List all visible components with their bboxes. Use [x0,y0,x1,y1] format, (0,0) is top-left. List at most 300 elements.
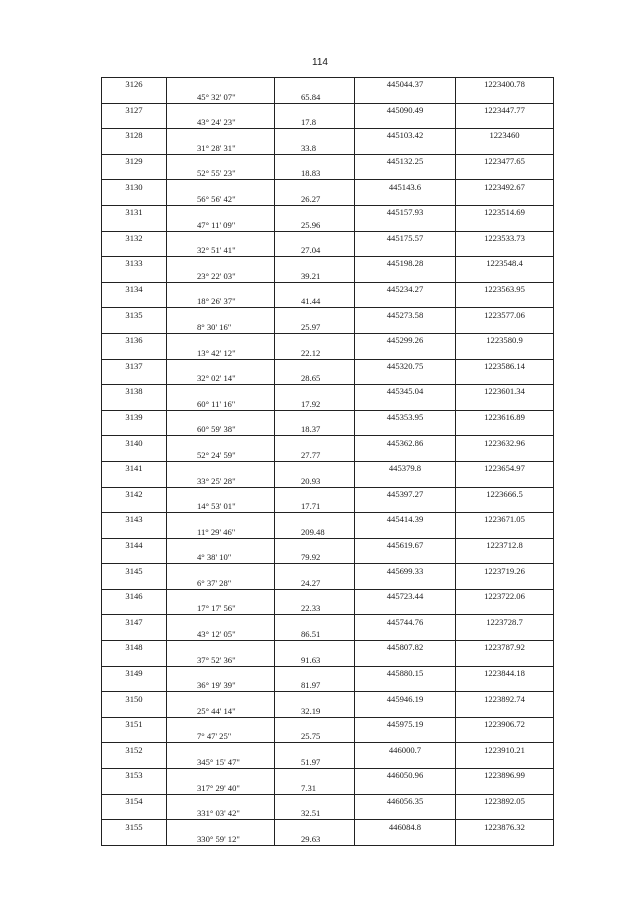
bearing-angle: 330° 59' 12" [167,833,275,846]
empty-cell [275,333,355,346]
point-number: 3134 [102,282,167,295]
empty-cell [167,103,275,116]
empty-cell [102,372,167,385]
empty-cell [456,218,554,231]
empty-cell [355,756,456,769]
empty-cell [456,346,554,359]
segment-distance: 18.37 [275,423,355,436]
station-row [102,538,554,551]
empty-cell [167,257,275,270]
segment-row [102,474,554,487]
station-row [102,231,554,244]
point-number: 3153 [102,769,167,782]
empty-cell [102,218,167,231]
empty-cell [355,525,456,538]
empty-cell [355,500,456,513]
segment-row [102,372,554,385]
x-coordinate: 446050.96 [355,769,456,782]
segment-distance: 79.92 [275,551,355,564]
segment-distance: 41.44 [275,295,355,308]
empty-cell [167,564,275,577]
segment-row [102,679,554,692]
station-row [102,513,554,526]
y-coordinate: 1223671.05 [456,513,554,526]
empty-cell [102,781,167,794]
segment-row [102,449,554,462]
point-number: 3137 [102,359,167,372]
empty-cell [167,385,275,398]
empty-cell [355,474,456,487]
segment-distance: 17.92 [275,397,355,410]
empty-cell [456,244,554,257]
segment-row [102,167,554,180]
segment-row [102,705,554,718]
station-row [102,410,554,423]
segment-distance: 81.97 [275,679,355,692]
empty-cell [456,500,554,513]
segment-row [102,346,554,359]
segment-row [102,551,554,564]
y-coordinate: 1223910.21 [456,743,554,756]
y-coordinate: 1223601.34 [456,385,554,398]
x-coordinate: 445175.57 [355,231,456,244]
empty-cell [275,487,355,500]
station-row [102,743,554,756]
bearing-angle: 47° 11' 09" [167,218,275,231]
segment-distance: 25.97 [275,321,355,334]
station-row [102,692,554,705]
point-number: 3143 [102,513,167,526]
empty-cell [275,231,355,244]
empty-cell [275,794,355,807]
empty-cell [102,346,167,359]
segment-row [102,423,554,436]
empty-cell [355,90,456,103]
point-number: 3149 [102,666,167,679]
segment-row [102,295,554,308]
empty-cell [456,577,554,590]
segment-distance: 39.21 [275,269,355,282]
empty-cell [167,487,275,500]
empty-cell [167,129,275,142]
segment-distance: 18.83 [275,167,355,180]
empty-cell [275,717,355,730]
y-coordinate: 1223892.05 [456,794,554,807]
y-coordinate: 1223586.14 [456,359,554,372]
empty-cell [275,257,355,270]
bearing-angle: 31° 28' 31" [167,141,275,154]
empty-cell [456,141,554,154]
x-coordinate: 445807.82 [355,641,456,654]
point-number: 3151 [102,717,167,730]
station-row [102,359,554,372]
empty-cell [275,461,355,474]
point-number: 3135 [102,308,167,321]
empty-cell [167,794,275,807]
empty-cell [102,525,167,538]
empty-cell [102,833,167,846]
empty-cell [456,756,554,769]
segment-row [102,141,554,154]
x-coordinate: 445397.27 [355,487,456,500]
empty-cell [275,820,355,833]
segment-row [102,218,554,231]
bearing-angle: 25° 44' 14" [167,705,275,718]
empty-cell [355,244,456,257]
empty-cell [167,333,275,346]
bearing-angle: 7° 47' 25" [167,730,275,743]
empty-cell [275,769,355,782]
y-coordinate: 1223492.67 [456,180,554,193]
empty-cell [167,692,275,705]
empty-cell [456,551,554,564]
empty-cell [355,321,456,334]
empty-cell [355,167,456,180]
segment-row [102,730,554,743]
y-coordinate: 1223548.4 [456,257,554,270]
empty-cell [102,577,167,590]
y-coordinate: 1223712.8 [456,538,554,551]
empty-cell [102,321,167,334]
point-number: 3145 [102,564,167,577]
empty-cell [167,641,275,654]
segment-distance: 25.96 [275,218,355,231]
empty-cell [355,449,456,462]
empty-cell [102,269,167,282]
segment-distance: 17.71 [275,500,355,513]
empty-cell [275,385,355,398]
empty-cell [456,167,554,180]
empty-cell [102,90,167,103]
empty-cell [167,231,275,244]
empty-cell [456,628,554,641]
segment-row [102,244,554,257]
empty-cell [102,295,167,308]
empty-cell [456,807,554,820]
bearing-angle: 6° 37' 28" [167,577,275,590]
x-coordinate: 445744.76 [355,615,456,628]
empty-cell [355,372,456,385]
y-coordinate: 1223477.65 [456,154,554,167]
y-coordinate: 1223632.96 [456,436,554,449]
empty-cell [355,346,456,359]
empty-cell [456,423,554,436]
x-coordinate: 445132.25 [355,154,456,167]
y-coordinate: 1223892.74 [456,692,554,705]
y-coordinate: 1223906.72 [456,717,554,730]
x-coordinate: 445362.86 [355,436,456,449]
y-coordinate: 1223580.9 [456,333,554,346]
bearing-angle: 56° 56' 42" [167,193,275,206]
segment-distance: 22.12 [275,346,355,359]
empty-cell [456,116,554,129]
point-number: 3127 [102,103,167,116]
x-coordinate: 445157.93 [355,205,456,218]
empty-cell [102,193,167,206]
y-coordinate: 1223533.73 [456,231,554,244]
empty-cell [355,628,456,641]
point-number: 3133 [102,257,167,270]
bearing-angle: 14° 53' 01" [167,500,275,513]
empty-cell [355,705,456,718]
station-row [102,78,554,91]
empty-cell [275,743,355,756]
empty-cell [167,717,275,730]
empty-cell [456,321,554,334]
x-coordinate: 445723.44 [355,589,456,602]
empty-cell [355,295,456,308]
segment-distance: 28.65 [275,372,355,385]
empty-cell [275,180,355,193]
y-coordinate: 1223400.78 [456,78,554,91]
empty-cell [102,500,167,513]
page-number: 114 [312,57,328,68]
bearing-angle: 60° 11' 16" [167,397,275,410]
point-number: 3148 [102,641,167,654]
empty-cell [167,615,275,628]
empty-cell [167,78,275,91]
y-coordinate: 1223728.7 [456,615,554,628]
station-row [102,257,554,270]
empty-cell [275,154,355,167]
empty-cell [167,180,275,193]
station-row [102,436,554,449]
segment-row [102,833,554,846]
empty-cell [355,807,456,820]
point-number: 3142 [102,487,167,500]
point-number: 3154 [102,794,167,807]
empty-cell [102,141,167,154]
bearing-angle: 11° 29' 46" [167,525,275,538]
segment-row [102,756,554,769]
bearing-angle: 33° 25' 28" [167,474,275,487]
empty-cell [275,589,355,602]
empty-cell [102,423,167,436]
point-number: 3130 [102,180,167,193]
segment-row [102,602,554,615]
y-coordinate: 1223722.06 [456,589,554,602]
station-row [102,129,554,142]
empty-cell [456,653,554,666]
bearing-angle: 43° 12' 05" [167,628,275,641]
bearing-angle: 36° 19' 39" [167,679,275,692]
x-coordinate: 445090.49 [355,103,456,116]
segment-row [102,653,554,666]
station-row [102,564,554,577]
empty-cell [355,397,456,410]
segment-row [102,807,554,820]
x-coordinate: 446000.7 [355,743,456,756]
segment-row [102,628,554,641]
empty-cell [167,308,275,321]
bearing-angle: 23° 22' 03" [167,269,275,282]
empty-cell [355,193,456,206]
point-number: 3150 [102,692,167,705]
empty-cell [167,589,275,602]
empty-cell [102,679,167,692]
segment-row [102,116,554,129]
y-coordinate: 1223616.89 [456,410,554,423]
station-row [102,641,554,654]
segment-distance: 33.8 [275,141,355,154]
x-coordinate: 445379.8 [355,461,456,474]
empty-cell [456,730,554,743]
empty-cell [355,679,456,692]
empty-cell [275,308,355,321]
bearing-angle: 17° 17' 56" [167,602,275,615]
x-coordinate: 445320.75 [355,359,456,372]
station-row [102,154,554,167]
bearing-angle: 13° 42' 12" [167,346,275,359]
station-row [102,282,554,295]
bearing-angle: 32° 51' 41" [167,244,275,257]
y-coordinate: 1223787.92 [456,641,554,654]
bearing-angle: 52° 55' 23" [167,167,275,180]
point-number: 3147 [102,615,167,628]
y-coordinate: 1223563.95 [456,282,554,295]
segment-row [102,525,554,538]
empty-cell [102,653,167,666]
empty-cell [167,769,275,782]
bearing-angle: 317° 29' 40" [167,781,275,794]
empty-cell [456,449,554,462]
point-number: 3152 [102,743,167,756]
bearing-angle: 43° 24' 23" [167,116,275,129]
empty-cell [456,269,554,282]
x-coordinate: 445345.04 [355,385,456,398]
empty-cell [275,692,355,705]
empty-cell [167,282,275,295]
segment-distance: 209.48 [275,525,355,538]
point-number: 3141 [102,461,167,474]
segment-distance: 17.8 [275,116,355,129]
empty-cell [102,167,167,180]
empty-cell [167,461,275,474]
station-row [102,615,554,628]
segment-distance: 27.77 [275,449,355,462]
station-row [102,180,554,193]
y-coordinate: 1223460 [456,129,554,142]
point-number: 3146 [102,589,167,602]
segment-distance: 24.27 [275,577,355,590]
point-number: 3144 [102,538,167,551]
empty-cell [355,116,456,129]
station-row [102,717,554,730]
empty-cell [102,628,167,641]
empty-cell [167,436,275,449]
coordinate-table [101,77,554,846]
point-number: 3138 [102,385,167,398]
empty-cell [275,641,355,654]
empty-cell [102,397,167,410]
x-coordinate: 446056.35 [355,794,456,807]
point-number: 3128 [102,129,167,142]
empty-cell [355,141,456,154]
empty-cell [275,513,355,526]
x-coordinate: 445234.27 [355,282,456,295]
point-number: 3131 [102,205,167,218]
empty-cell [275,666,355,679]
x-coordinate: 446084.8 [355,820,456,833]
empty-cell [275,538,355,551]
y-coordinate: 1223654.97 [456,461,554,474]
station-row [102,385,554,398]
station-row [102,589,554,602]
empty-cell [167,666,275,679]
empty-cell [456,295,554,308]
empty-cell [167,513,275,526]
segment-row [102,397,554,410]
empty-cell [102,551,167,564]
empty-cell [167,205,275,218]
segment-distance: 27.04 [275,244,355,257]
x-coordinate: 445946.19 [355,692,456,705]
empty-cell [102,705,167,718]
y-coordinate: 1223844.18 [456,666,554,679]
y-coordinate: 1223666.5 [456,487,554,500]
empty-cell [456,90,554,103]
empty-cell [102,807,167,820]
empty-cell [355,653,456,666]
point-number: 3139 [102,410,167,423]
empty-cell [102,756,167,769]
segment-distance: 25.75 [275,730,355,743]
empty-cell [167,538,275,551]
segment-distance: 86.51 [275,628,355,641]
segment-distance: 51.97 [275,756,355,769]
segment-row [102,90,554,103]
station-row [102,487,554,500]
y-coordinate: 1223514.69 [456,205,554,218]
bearing-angle: 345° 15' 47" [167,756,275,769]
station-row [102,333,554,346]
empty-cell [275,103,355,116]
empty-cell [355,423,456,436]
station-row [102,308,554,321]
x-coordinate: 445414.39 [355,513,456,526]
bearing-angle: 4° 38' 10" [167,551,275,564]
segment-distance: 22.33 [275,602,355,615]
empty-cell [102,602,167,615]
x-coordinate: 445699.33 [355,564,456,577]
bearing-angle: 52° 24' 59" [167,449,275,462]
x-coordinate: 445299.26 [355,333,456,346]
empty-cell [275,436,355,449]
empty-cell [275,359,355,372]
segment-distance: 26.27 [275,193,355,206]
segment-distance: 7.31 [275,781,355,794]
segment-distance: 91.63 [275,653,355,666]
empty-cell [355,551,456,564]
empty-cell [167,154,275,167]
empty-cell [102,474,167,487]
x-coordinate: 445975.19 [355,717,456,730]
empty-cell [355,602,456,615]
empty-cell [275,282,355,295]
x-coordinate: 445619.67 [355,538,456,551]
empty-cell [355,781,456,794]
station-row [102,103,554,116]
y-coordinate: 1223896.99 [456,769,554,782]
segment-row [102,500,554,513]
x-coordinate: 445273.58 [355,308,456,321]
y-coordinate: 1223876.32 [456,820,554,833]
coordinate-table-body [102,78,554,846]
bearing-angle: 18° 26' 37" [167,295,275,308]
segment-distance: 65.84 [275,90,355,103]
point-number: 3126 [102,78,167,91]
segment-row [102,321,554,334]
